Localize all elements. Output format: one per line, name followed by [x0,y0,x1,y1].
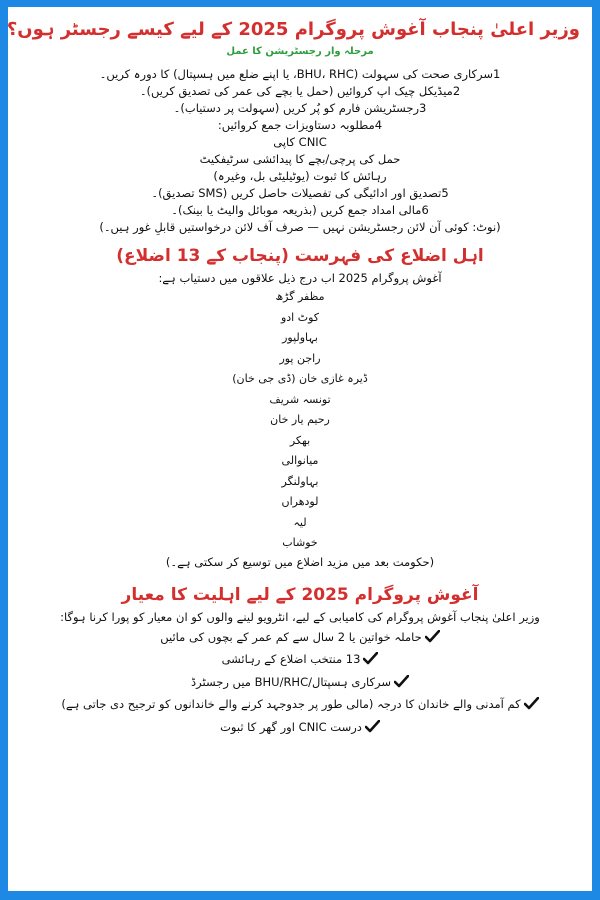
criteria-item [20,626,580,649]
district-item: راجن پور [279,351,321,365]
checkmark-icon [425,630,440,643]
criteria-text: کم آمدنی والے خاندان کا درجہ (مالی طور پر جدوجہد کرنے والے خاندانوں کو ترجیح دی جاتی ہے) [61,697,521,711]
registration-steps [20,66,580,236]
step-item: 6مالی امداد جمع کریں (بذریعہ موبائل والیٹ یا بینک)۔ [171,203,429,217]
page-title: وزیر اعلیٰ پنجاب آغوش پروگرام 2025 کے لیے کیسے رجسٹر ہوں؟ [6,19,580,40]
district-item: لودھراں [281,495,319,508]
criteria-item [20,671,580,694]
criteria-item [20,693,580,716]
registration-subtitle: مرحلہ وار رجسٹریشن کا عمل [226,46,374,57]
step-item: 3رجسٹریشن فارم کو پُر کریں (سہولت پر دستیاب)۔ [173,101,427,115]
eligibility-intro: وزیر اعلیٰ پنجاب آغوش پروگرام کی کامیابی کے لیے، انٹرویو لینے والوں کو ان معیار کو پورا کرنا ہوگا: [60,609,540,624]
checkmark-icon [363,652,378,665]
district-item: بھکر [289,433,311,447]
checkmark-icon [365,720,380,733]
document-item: حمل کی پرچی/بچے کا پیدائشی سرٹیفکیٹ [199,152,401,166]
article-body [6,16,580,888]
criteria-item [20,648,580,671]
criteria-item [20,716,580,739]
district-item: میانوالی [281,454,319,467]
checkmark-icon [524,697,539,710]
district-item: رحیم یار خان [270,413,330,426]
criteria-text: 13 منتخب اضلاع کے رہائشی [221,652,361,666]
registration-note: (نوٹ: کوئی آن لائن رجسٹریشن نہیں — صرف آف لائن درخواستیں قابلِ غور ہیں۔) [99,220,501,234]
document-item: رہائش کا ثبوت (یوٹیلیٹی بل، وغیرہ) [213,169,387,183]
district-item: مظفر گڑھ [275,290,325,303]
checkmark-icon [394,675,409,688]
criteria-text: حاملہ خواتین یا 2 سال سے کم عمر کے بچوں کی مائیں [160,629,422,644]
districts-heading: اہل اضلاع کی فہرست (پنجاب کے 13 اضلاع) [116,246,484,266]
district-item: بہاولنگر [281,474,319,488]
district-item: خوشاب [282,536,318,549]
eligibility-heading: آغوش پروگرام 2025 کے لیے اہلیت کا معیار [121,584,479,605]
district-item: ڈیرہ غازی خان (ڈی جی خان) [232,372,368,385]
district-item: بہاولپور [282,331,318,344]
district-item: لیہ [293,515,307,529]
step-item: 5تصدیق اور ادائیگی کی تفصیلات حاصل کریں (SMS تصدیق)۔ [151,186,449,200]
criteria-list [20,626,580,739]
step-item: 2میڈیکل چیک اپ کروائیں (حمل یا بچے کی عمر کی تصدیق کریں)۔ [139,84,461,98]
criteria-text: درست CNIC اور گھر کا ثبوت [220,719,362,734]
district-item: کوٹ ادو [280,310,320,324]
step-item: 1سرکاری صحت کی سہولت (BHU، RHC، یا اپنے ضلع میں ہسپتال) کا دورہ کریں۔ [99,67,501,81]
districts-intro: آغوش پروگرام 2025 اب درج ذیل علاقوں میں دستیاب ہے: [158,271,442,285]
districts-note: (حکومت بعد میں مزید اضلاع میں توسیع کر سکتی ہے۔) [165,554,435,569]
step-item: 4مطلوبہ دستاویزات جمع کروائیں: [217,118,383,132]
district-item: تونسہ شریف [269,392,331,406]
criteria-text: سرکاری ہسپتال/BHU/RHC میں رجسٹرڈ [191,674,391,689]
districts-list [20,287,580,554]
document-item: CNIC کاپی [273,135,327,149]
